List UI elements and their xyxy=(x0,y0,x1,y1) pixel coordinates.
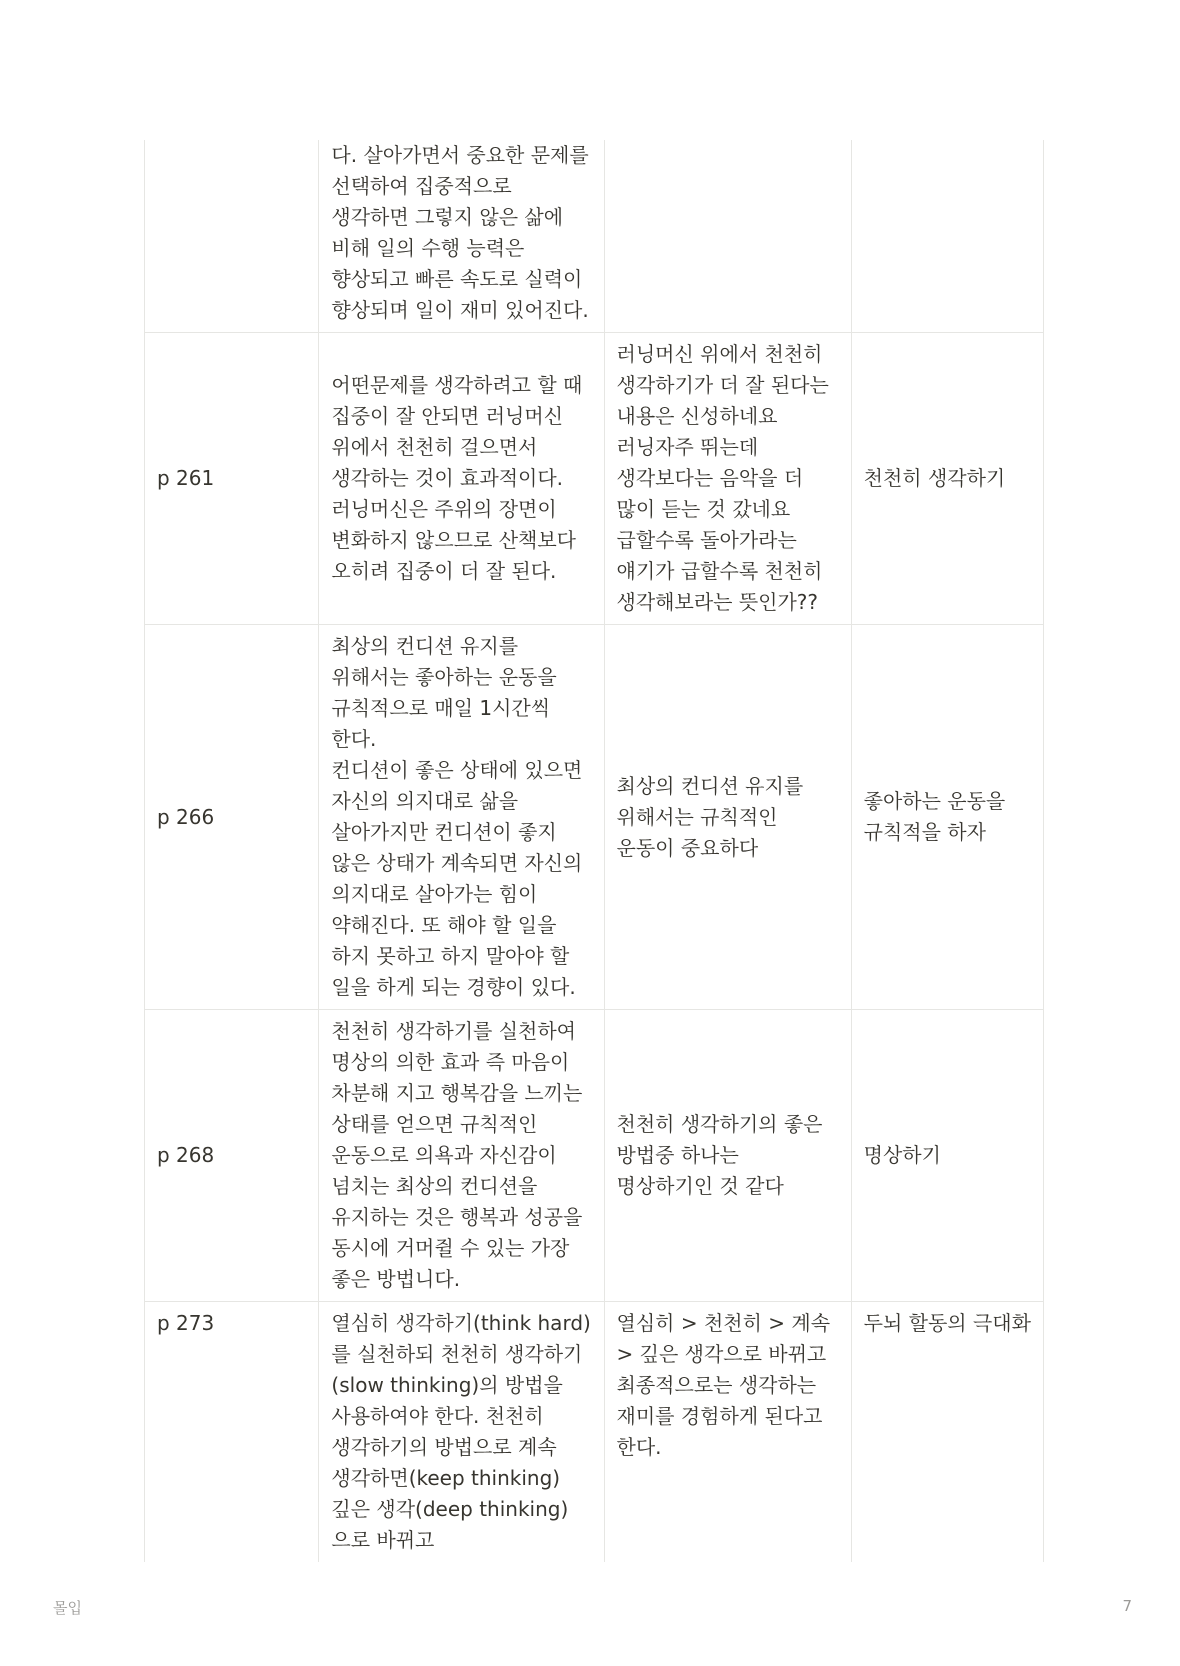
thought-cell xyxy=(604,140,851,333)
table-row xyxy=(145,1010,1044,1302)
action-cell: 천천히 생각하기 xyxy=(851,333,1043,625)
action-cell: 명상하기 xyxy=(851,1010,1043,1302)
quote-cell: 다. 살아가면서 중요한 문제를 선택하여 집중적으로 생각하면 그렇지 않은 삶에 비해 일의 수행 능력은 향상되고 빠른 속도로 실력이 향상되며 일이 재미 있어진다. xyxy=(319,140,604,333)
thought-cell: 천천히 생각하기의 좋은 방법중 하나는 명상하기인 것 같다 xyxy=(604,1010,851,1302)
action-cell xyxy=(851,140,1043,333)
thought-cell: 열심히 > 천천히 > 계속 > 깊은 생각으로 바뀌고 최종적으로는 생각하는 재미를 경험하게 된다고 한다. xyxy=(604,1302,851,1563)
action-cell: 좋아하는 운동을 규칙적을 하자 xyxy=(851,625,1043,1010)
footer-document-title: 몰입 xyxy=(53,1599,82,1617)
quote-cell: 어떤문제를 생각하려고 할 때 집중이 잘 안되면 러닝머신 위에서 천천히 걸으면서 생각하는 것이 효과적이다. 러닝머신은 주위의 장면이 변화하지 않으므로 산책보다 오히려 집중이 더 잘 된다. xyxy=(319,333,604,625)
thought-cell: 러닝머신 위에서 천천히 생각하기가 더 잘 된다는 내용은 신성하네요 러닝자주 뛰는데 생각보다는 음악을 더 많이 듣는 것 갔네요 급할수록 돌아가라는 얘기가 급할수록 천천히 생각해보라는 뜻인가?? xyxy=(604,333,851,625)
table-row xyxy=(145,1302,1044,1563)
reading-notes-table xyxy=(144,140,1044,1562)
table-row xyxy=(145,625,1044,1010)
quote-cell: 최상의 컨디션 유지를 위해서는 좋아하는 운동을 규칙적으로 매일 1시간씩 한다. 컨디션이 좋은 상태에 있으면 자신의 의지대로 삶을 살아가지만 컨디션이 좋지 않은 상태가 계속되면 자신의 의지대로 살아가는 힘이 약해진다. 또 해야 할 일을 하지 못하고 하지 말아야 할 일을 하게 되는 경향이 있다. xyxy=(319,625,604,1010)
table-row xyxy=(145,140,1044,333)
page-cell: p 261 xyxy=(145,333,319,625)
action-cell: 두뇌 할동의 극대화 xyxy=(851,1302,1043,1563)
page-cell: p 268 xyxy=(145,1010,319,1302)
thought-cell: 최상의 컨디션 유지를 위해서는 규칙적인 운동이 중요하다 xyxy=(604,625,851,1010)
footer-page-number: 7 xyxy=(1122,1597,1132,1615)
page-cell: p 266 xyxy=(145,625,319,1010)
page-cell: p 273 xyxy=(145,1302,319,1563)
quote-cell: 열심히 생각하기(think hard)를 실천하되 천천히 생각하기(slow thinking)의 방법을 사용하여야 한다. 천천히 생각하기의 방법으로 계속 생각하면(keep thinking) 깊은 생각(deep thinking)으로 바뀌고 xyxy=(319,1302,604,1563)
page-cell xyxy=(145,140,319,333)
quote-cell: 천천히 생각하기를 실천하여 명상의 의한 효과 즉 마음이 차분해 지고 행복감을 느끼는 상태를 얻으면 규칙적인 운동으로 의욕과 자신감이 넘치는 최상의 컨디션을 유지하는 것은 행복과 성공을 동시에 거머쥘 수 있는 가장 좋은 방법니다. xyxy=(319,1010,604,1302)
table-row xyxy=(145,333,1044,625)
